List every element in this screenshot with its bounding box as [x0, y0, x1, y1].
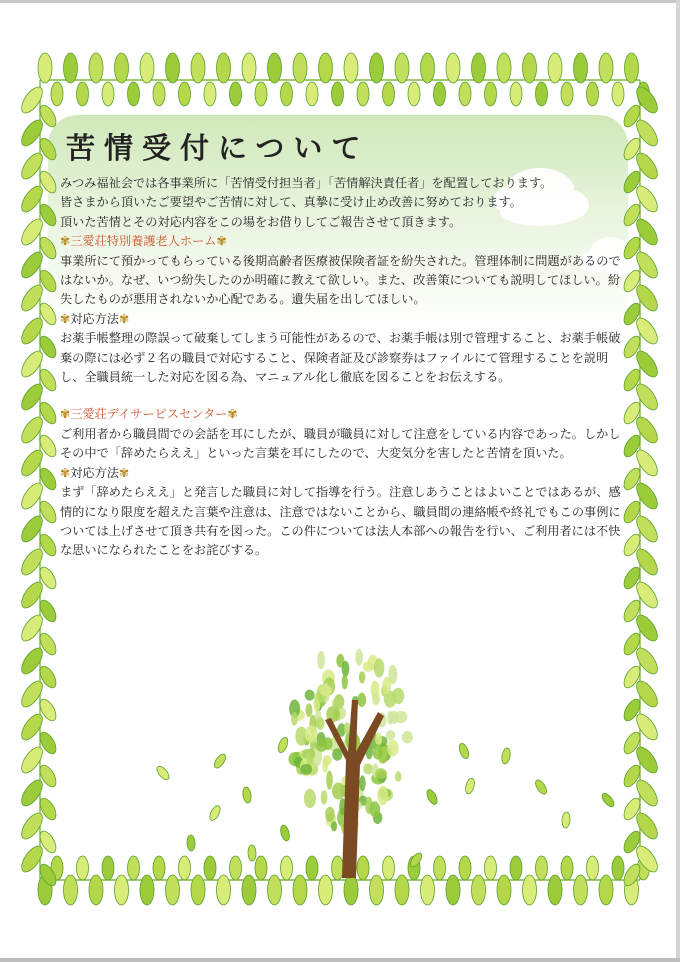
leaf-icon: [625, 53, 639, 83]
tree-leaf: [359, 671, 366, 683]
leaf-icon: [204, 856, 216, 880]
leaf-icon: [51, 82, 63, 106]
leaf-icon: [89, 53, 103, 83]
tree-leaf: [363, 763, 373, 774]
tree-leaf: [326, 771, 333, 790]
leaf-icon: [212, 752, 228, 770]
leaf-icon: [459, 856, 471, 880]
leaf-icon: [574, 53, 588, 83]
star-icon: ✾: [216, 234, 227, 249]
tree-leaf: [387, 740, 399, 757]
tree-icon: [288, 649, 413, 878]
tree-leaf: [355, 649, 363, 666]
section-heading-text: 三愛荘デイサービスセンター: [70, 407, 228, 422]
section-spacer: [60, 387, 632, 405]
complaint-text: 事業所にて預かってもらっている後期高齢者医療被保険者証を紛失された。管理体制に問題があるのではないか。なぜ、いつ紛失したのか明確に教えて欲しい。また、改善策についても説明してほしい。紛失したものが悪用されないか心配である。遺失届を出してほしい。: [60, 253, 621, 307]
tree-leaf: [370, 801, 381, 817]
leaf-icon: [408, 82, 420, 106]
leaf-icon: [208, 804, 223, 822]
leaf-icon: [472, 875, 486, 905]
leaf-icon: [255, 856, 267, 880]
leaf-icon: [102, 856, 114, 880]
leaf-icon: [242, 875, 256, 905]
tree-leaf: [375, 732, 382, 745]
leaf-icon: [370, 53, 384, 83]
leaf-icon: [434, 82, 446, 106]
leaf-icon: [276, 736, 289, 754]
leaf-icon: [64, 53, 78, 83]
leaf-icon: [115, 875, 129, 905]
intro-line: 皆さまから頂いたご要望やご苦情に対して、真摯に受け止め改善に努めております。: [60, 195, 522, 210]
intro-line: みつみ福祉会では各事業所に「苦情受付担当者」「苦情解決責任者」を配置しております。: [60, 176, 553, 190]
leaf-icon: [306, 856, 318, 880]
leaf-icon: [370, 875, 384, 905]
tree-leaf: [322, 758, 328, 773]
intro-line: 頂いた苦情とその対応内容をこの場をお借りしてご報告させて頂きます。: [60, 214, 462, 229]
leaf-icon: [64, 875, 78, 905]
tree-leaf: [378, 786, 389, 806]
leaf-icon: [485, 856, 497, 880]
leaf-icon: [332, 856, 344, 880]
leaf-icon: [561, 82, 573, 106]
leaf-icon: [587, 856, 599, 880]
leaf-icon: [140, 875, 154, 905]
tree-leaf: [342, 674, 348, 689]
leaf-icon: [268, 875, 282, 905]
leaf-icon: [446, 53, 460, 83]
leaf-icon: [242, 53, 256, 83]
leaf-icon: [293, 875, 307, 905]
leaf-icon: [191, 875, 205, 905]
leaf-icon: [446, 875, 460, 905]
leaf-icon: [421, 53, 435, 83]
tree-leaf: [300, 764, 312, 775]
response-text: まず「辞めたらええ」と発言した職員に対して指導を行う。注意しあうことはよいことではあるが、感情的になり限度を超えた言葉や注意は、注意ではないことから、職員間の連絡帳や終礼でもこの事例については上げさせて頂き共有を図った。この件については法人本部への報告を行い、ご利用者には不快な思いになられたことをお詫びする。: [60, 485, 621, 558]
tree-leaf: [363, 661, 373, 672]
section-heading-text: 三愛荘特別養護老人ホーム: [70, 234, 217, 249]
tree-leaf: [357, 693, 366, 707]
leaf-icon: [536, 856, 548, 880]
leaf-icon: [497, 53, 511, 83]
response-text: お薬手帳整理の際誤って破棄してしまう可能性があるので、お薬手帳は別で管理すること、お薬手帳破棄の際には必ず２名の職員で対応すること、保険者証及び診察券はファイルにて管理することを説明し、全職員統一した対応を図る為、マニュアル化し徹底を図ることをお伝えする。: [60, 331, 621, 385]
leaf-icon: [612, 856, 624, 880]
tree-leaf: [402, 731, 413, 743]
tree-leaf: [306, 703, 313, 717]
complaint-text: ご利用者から職員間での会話を耳にしたが、職員が職員に対して注意をしている内容であった。しかしその中で「辞めたらええ」といった言葉を耳にしたので、大変気分を害したと苦情を頂いた。: [60, 426, 621, 461]
tree-leaf: [331, 821, 337, 831]
leaf-icon: [128, 856, 140, 880]
leaf-icon: [548, 53, 562, 83]
leaf-icon: [319, 53, 333, 83]
leaf-icon: [536, 82, 548, 106]
leaf-icon: [179, 856, 191, 880]
leaf-icon: [501, 747, 512, 764]
leaf-icon: [472, 53, 486, 83]
leaf-icon: [153, 82, 165, 106]
section-heading-nursing-home: [60, 232, 632, 251]
tree-leaf: [325, 807, 335, 822]
leaf-icon: [510, 82, 522, 106]
tree-leaf: [395, 771, 402, 782]
leaf-icon: [332, 82, 344, 106]
tree-leaf: [386, 730, 396, 740]
leaf-icon: [574, 875, 588, 905]
leaf-icon: [115, 53, 129, 83]
leaf-icon: [155, 764, 171, 781]
leaf-icon: [102, 82, 114, 106]
star-icon: ✾: [118, 311, 130, 326]
leaf-icon: [561, 856, 573, 880]
leaf-icon: [293, 53, 307, 83]
leaf-icon: [187, 835, 196, 851]
main-content: [60, 174, 632, 561]
leaf-icon: [612, 82, 624, 106]
star-icon: ✾: [60, 311, 71, 326]
leaf-icon: [230, 82, 242, 106]
response-label-text: 対応方法: [70, 311, 119, 326]
leaf-icon: [383, 82, 395, 106]
tree-leaf: [317, 651, 325, 669]
leaf-icon: [383, 856, 395, 880]
star-icon: ✾: [60, 234, 71, 249]
leaf-icon: [166, 875, 180, 905]
tree-leaf: [359, 775, 365, 791]
leaf-icon: [38, 53, 52, 83]
tree-leaf: [316, 717, 325, 729]
response-label: [60, 310, 632, 329]
leaf-icon: [599, 875, 613, 905]
star-icon: ✾: [60, 407, 71, 422]
leaf-icon: [281, 856, 293, 880]
leaf-icon: [248, 845, 257, 861]
tree-leaf: [342, 661, 350, 677]
leaf-icon: [523, 875, 537, 905]
leaf-icon: [204, 82, 216, 106]
leaf-icon: [600, 791, 616, 808]
leaf-icon: [459, 82, 471, 106]
leaf-icon: [561, 812, 570, 829]
leaf-icon: [357, 82, 369, 106]
leaf-icon: [548, 875, 562, 905]
tree-leaf: [305, 726, 318, 743]
leaf-icon: [281, 82, 293, 106]
tree-leaf: [321, 790, 328, 804]
leaf-icon: [279, 824, 291, 842]
response-label-text: 対応方法: [70, 465, 119, 480]
leaf-icon: [497, 875, 511, 905]
tree-leaf: [375, 768, 387, 779]
leaf-icon: [191, 53, 205, 83]
leaf-icon: [217, 875, 231, 905]
tree-leaf: [304, 789, 316, 808]
leaf-icon: [230, 856, 242, 880]
tree-leaf: [374, 658, 385, 677]
star-icon: ✾: [227, 407, 238, 422]
tree-leaf: [332, 783, 345, 800]
leaf-icon: [421, 875, 435, 905]
tree-leaf: [344, 722, 350, 734]
star-icon: ✾: [60, 465, 71, 480]
leaf-icon: [523, 53, 537, 83]
leaf-icon: [464, 777, 476, 795]
star-icon: ✾: [118, 465, 130, 480]
leaf-icon: [485, 82, 497, 106]
leaf-icon: [128, 82, 140, 106]
leaf-icon: [425, 788, 439, 806]
leaf-icon: [306, 82, 318, 106]
leaf-icon: [179, 82, 191, 106]
leaf-icon: [166, 53, 180, 83]
response-label: [60, 464, 632, 483]
leaf-icon: [217, 53, 231, 83]
section-heading-day-service: [60, 405, 632, 424]
tree-leaf: [382, 677, 391, 694]
leaf-icon: [242, 786, 252, 803]
tree-leaf: [394, 711, 407, 723]
leaf-icon: [395, 53, 409, 83]
leaf-icon: [395, 875, 409, 905]
leaf-icon: [533, 778, 548, 796]
leaf-icon: [319, 875, 333, 905]
tree-leaf: [305, 690, 315, 701]
leaf-icon: [140, 53, 154, 83]
leaf-icon: [153, 856, 165, 880]
leaf-icon: [599, 53, 613, 83]
leaf-icon: [357, 856, 369, 880]
tree-leaf: [319, 685, 332, 696]
page-title: 苦情受付について: [66, 131, 370, 165]
leaf-icon: [344, 875, 358, 905]
leaf-icon: [255, 82, 267, 106]
leaf-icon: [434, 856, 446, 880]
tree-leaf: [371, 681, 380, 699]
leaf-icon: [268, 53, 282, 83]
leaf-icon: [77, 856, 89, 880]
tree-leaf: [316, 739, 328, 752]
tree-leaf: [291, 712, 298, 726]
leaf-icon: [510, 856, 522, 880]
leaf-icon: [587, 82, 599, 106]
tree-leaf: [373, 744, 383, 759]
leaf-icon: [89, 875, 103, 905]
leaf-icon: [457, 742, 470, 760]
leaf-icon: [344, 53, 358, 83]
leaf-icon: [77, 82, 89, 106]
